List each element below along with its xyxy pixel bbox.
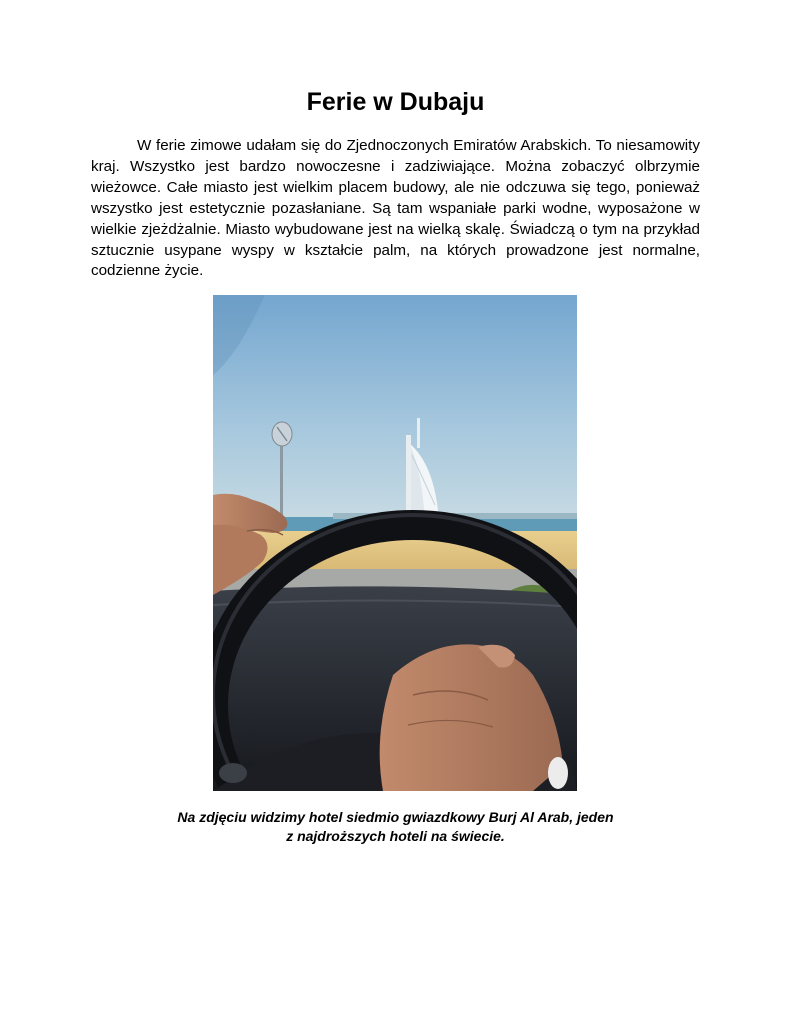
burj-al-arab-photo xyxy=(213,295,577,791)
photo-caption xyxy=(130,808,661,846)
caption-line-1: Na zdjęciu widzimy hotel siedmio gwiazdkowy Burj Al Arab, jeden xyxy=(177,809,614,825)
body-paragraph: W ferie zimowe udałam się do Zjednoczonych Emiratów Arabskich. To niesamowity kraj. Wszystko jest bardzo nowoczesne i zadziwiające. Można zobaczyć olbrzymie wieżowce. Całe miasto jest wielkim placem budowy, ale nie odczuwa się tego, ponieważ wszystko jest estetycznie pozasłaniane. Są tam wspaniałe parki wodne, wyposażone w wielkie zjeżdżalnie. Miasto wybudowane jest na wielką skalę. Świadczą o tym na przykład sztucznie usypane wyspy w kształcie palm, na których prowadzone jest normalne, codzienne życie. xyxy=(91,137,700,280)
document-title: Ferie w Dubaju xyxy=(306,88,485,116)
caption-line-2: z najdroższych hoteli na świecie. xyxy=(286,828,505,844)
